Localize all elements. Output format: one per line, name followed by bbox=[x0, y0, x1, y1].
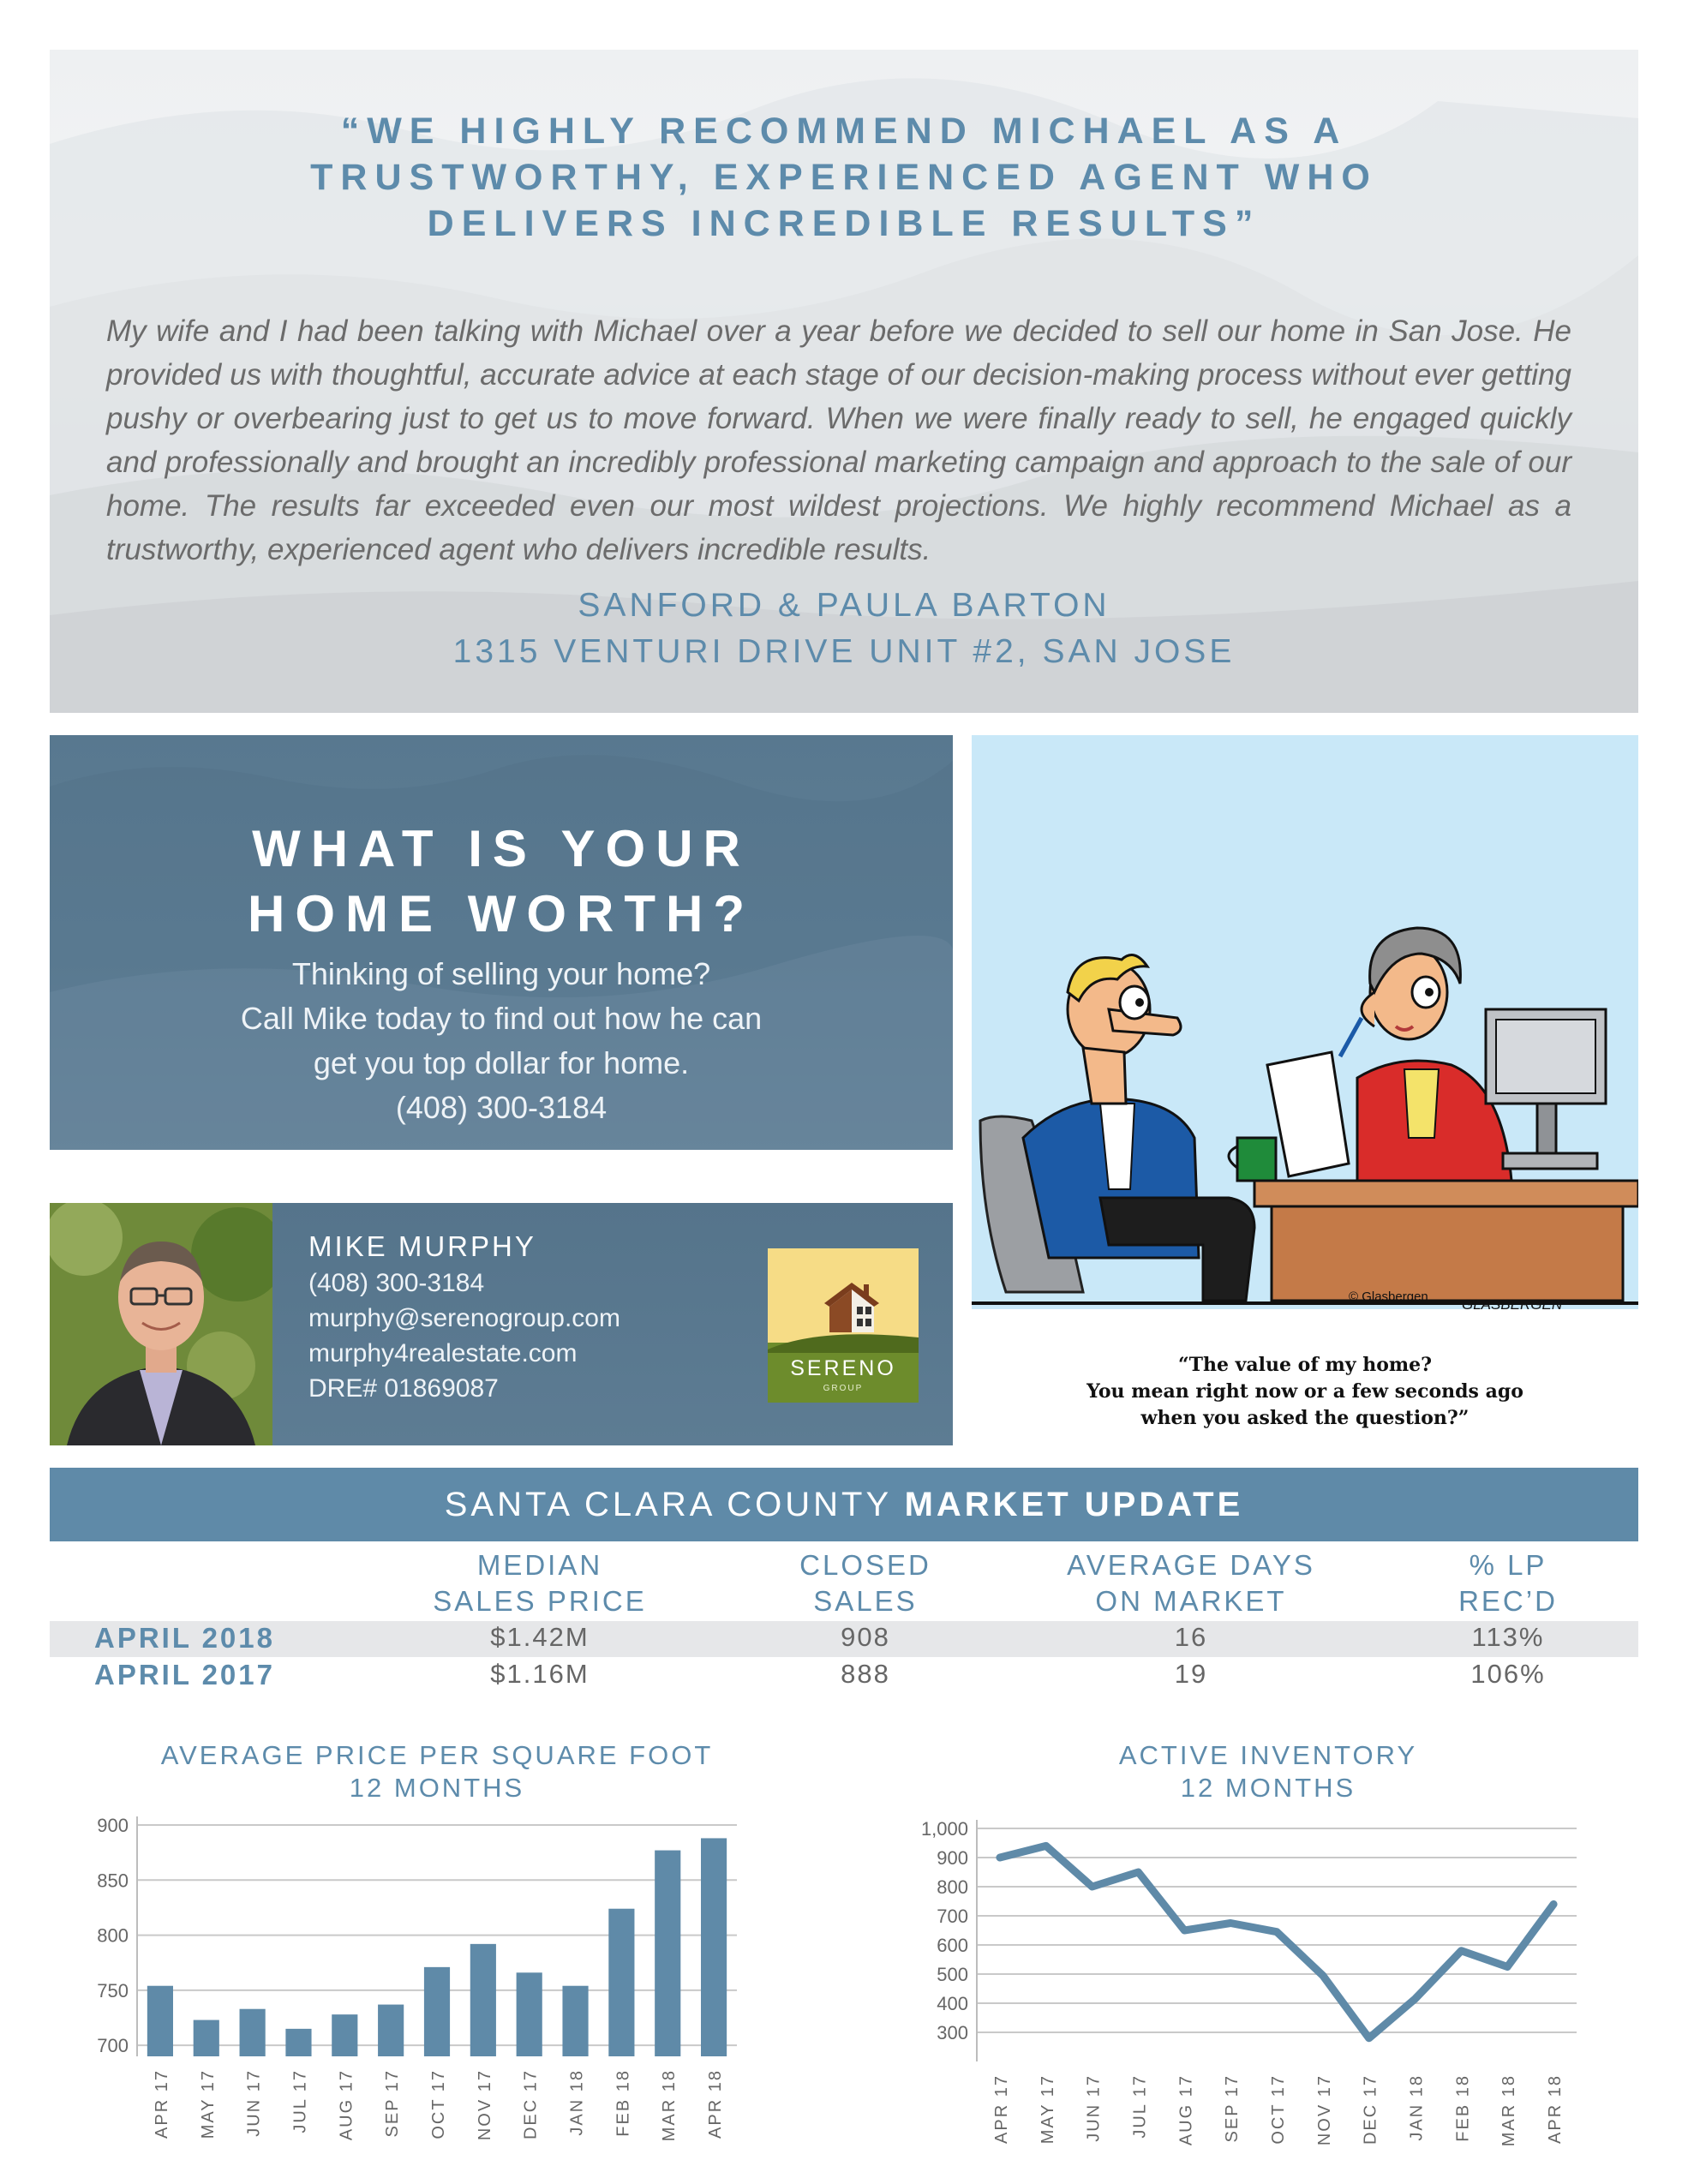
column-header-closed-sales bbox=[745, 1547, 985, 1619]
y-tick-label: 500 bbox=[937, 1964, 968, 1985]
cartoon-signature: GLASBERGEN bbox=[1462, 1296, 1563, 1309]
active-inventory-chart bbox=[908, 1799, 1594, 2176]
inventory-chart-title bbox=[985, 1739, 1551, 1804]
worth-text-line: get you top dollar for home. bbox=[313, 1045, 690, 1080]
price-per-sqft-chart bbox=[69, 1799, 754, 2176]
data-point bbox=[1091, 1885, 1094, 1888]
x-tick-label: APR 18 bbox=[1546, 2074, 1565, 2144]
quote-heading-line: DELIVERS INCREDIBLE RESULTS” bbox=[427, 203, 1261, 244]
data-point bbox=[1414, 1997, 1417, 2001]
column-header-line: % LP bbox=[1469, 1549, 1547, 1581]
data-point bbox=[1045, 1844, 1048, 1847]
x-tick-label: DEC 17 bbox=[1361, 2074, 1380, 2145]
x-tick-label: JUN 17 bbox=[244, 2069, 264, 2137]
cell-closed-2018: 908 bbox=[841, 1622, 890, 1652]
y-tick-label: 900 bbox=[937, 1847, 968, 1869]
market-update-banner bbox=[50, 1468, 1638, 1541]
column-header-line: CLOSED bbox=[799, 1549, 931, 1581]
worth-title-line: HOME WORTH? bbox=[248, 885, 755, 942]
x-tick-label: FEB 18 bbox=[614, 2069, 633, 2137]
x-tick-label: DEC 17 bbox=[521, 2069, 541, 2140]
y-tick-label: 750 bbox=[97, 1979, 129, 2002]
cartoon-caption-line: “The value of my home? bbox=[1177, 1354, 1433, 1376]
column-header-line: SALES PRICE bbox=[433, 1585, 647, 1617]
data-point bbox=[1182, 1929, 1186, 1932]
x-tick-label: MAR 18 bbox=[1499, 2074, 1519, 2147]
cartoon-section bbox=[972, 735, 1638, 1446]
x-tick-label: NOV 17 bbox=[1314, 2074, 1334, 2146]
cartoon-credit: © Glasbergen bbox=[1349, 1289, 1428, 1304]
bar bbox=[378, 2005, 404, 2056]
data-point bbox=[998, 1856, 1002, 1859]
x-tick-label: AUG 17 bbox=[337, 2069, 356, 2141]
data-point bbox=[1229, 1922, 1232, 1925]
chart-title-line: ACTIVE INVENTORY bbox=[1118, 1740, 1418, 1770]
y-tick-label: 1,000 bbox=[920, 1818, 968, 1840]
price-chart-title bbox=[129, 1739, 745, 1804]
x-tick-label: OCT 17 bbox=[1269, 2074, 1288, 2145]
column-header-line: MEDIAN bbox=[476, 1549, 603, 1581]
y-tick-label: 850 bbox=[97, 1870, 129, 1892]
data-point bbox=[1136, 1870, 1140, 1874]
y-tick-label: 600 bbox=[937, 1935, 968, 1956]
cell-lp-2017: 106% bbox=[1470, 1659, 1546, 1689]
worth-text-line: Call Mike today to find out how he can bbox=[240, 1001, 763, 1036]
x-tick-label: NOV 17 bbox=[475, 2069, 494, 2141]
agent-info bbox=[308, 1229, 620, 1406]
bar bbox=[424, 1967, 450, 2056]
bar bbox=[655, 1851, 680, 2056]
sereno-logo-text: SERENO bbox=[790, 1356, 896, 1380]
quote-heading-line: TRUSTWORTHY, EXPERIENCED AGENT WHO bbox=[310, 157, 1378, 198]
home-worth-panel bbox=[50, 735, 953, 1150]
column-header-days-on-market bbox=[1041, 1547, 1341, 1619]
row-label-april-2017: APRIL 2017 bbox=[94, 1659, 275, 1690]
cartoon-caption bbox=[972, 1352, 1638, 1432]
cartoon-caption-line: You mean right now or a few seconds ago bbox=[1086, 1380, 1523, 1403]
data-point bbox=[1459, 1949, 1463, 1953]
market-title-light: SANTA CLARA COUNTY bbox=[444, 1486, 892, 1523]
x-tick-label: JUL 17 bbox=[290, 2069, 310, 2133]
quote-author-block bbox=[50, 583, 1638, 675]
agent-phone[interactable]: (408) 300-3184 bbox=[308, 1269, 485, 1297]
bar bbox=[701, 1838, 727, 2056]
agent-photo bbox=[50, 1203, 272, 1445]
market-title-bold: MARKET UPDATE bbox=[904, 1486, 1244, 1523]
x-tick-label: APR 18 bbox=[706, 2069, 726, 2139]
series-line bbox=[1000, 1846, 1553, 2037]
data-point bbox=[1552, 1902, 1555, 1906]
worth-phone[interactable]: (408) 300-3184 bbox=[395, 1090, 608, 1125]
cartoon-caption-line: when you asked the question?” bbox=[1140, 1407, 1470, 1429]
quote-author: SANFORD & PAULA BARTON bbox=[578, 587, 1110, 624]
agent-website[interactable]: murphy4realestate.com bbox=[308, 1339, 578, 1367]
cell-dom-2018: 16 bbox=[1174, 1622, 1208, 1652]
worth-title-line: WHAT IS YOUR bbox=[252, 820, 751, 877]
agent-card bbox=[50, 1203, 953, 1445]
column-header-line: REC’D bbox=[1458, 1585, 1558, 1617]
bar bbox=[194, 2020, 219, 2056]
bar bbox=[562, 1986, 588, 2056]
chart-title-line: AVERAGE PRICE PER SQUARE FOOT bbox=[160, 1740, 714, 1770]
y-tick-label: 900 bbox=[97, 1815, 129, 1836]
cartoon-illustration bbox=[972, 735, 1638, 1309]
x-tick-label: FEB 18 bbox=[1453, 2074, 1473, 2142]
column-header-line: ON MARKET bbox=[1095, 1585, 1287, 1617]
sereno-house-icon bbox=[768, 1248, 919, 1403]
cell-lp-2018: 113% bbox=[1471, 1622, 1545, 1652]
column-header-median-price bbox=[407, 1547, 673, 1619]
x-tick-label: APR 17 bbox=[152, 2069, 171, 2139]
data-point bbox=[1321, 1974, 1325, 1978]
x-tick-label: SEP 17 bbox=[1223, 2074, 1242, 2143]
x-tick-label: AUG 17 bbox=[1176, 2074, 1196, 2146]
worth-title bbox=[50, 817, 953, 947]
agent-email[interactable]: murphy@serenogroup.com bbox=[308, 1304, 620, 1332]
data-point bbox=[1505, 1966, 1509, 1969]
worth-text bbox=[50, 952, 953, 1130]
y-tick-label: 700 bbox=[937, 1906, 968, 1927]
bar bbox=[332, 2014, 357, 2056]
cell-closed-2017: 888 bbox=[841, 1659, 890, 1689]
bar bbox=[608, 1909, 634, 2056]
bar bbox=[147, 1986, 173, 2056]
x-tick-label: APR 17 bbox=[991, 2074, 1011, 2144]
y-tick-label: 800 bbox=[97, 1924, 129, 1947]
sereno-logo bbox=[768, 1248, 919, 1403]
y-tick-label: 700 bbox=[97, 2035, 129, 2057]
x-tick-label: JAN 18 bbox=[1407, 2074, 1427, 2141]
bar bbox=[470, 1944, 496, 2056]
agent-portrait-image bbox=[50, 1203, 272, 1445]
testimonial-section bbox=[50, 50, 1638, 713]
worth-text-line: Thinking of selling your home? bbox=[291, 956, 711, 991]
x-tick-label: SEP 17 bbox=[383, 2069, 403, 2138]
chart-title-line: 12 MONTHS bbox=[1180, 1773, 1356, 1803]
y-tick-label: 300 bbox=[937, 2022, 968, 2043]
cell-median-2018: $1.42M bbox=[490, 1622, 590, 1652]
x-tick-label: JUN 17 bbox=[1084, 2074, 1104, 2142]
agent-name: MIKE MURPHY bbox=[308, 1230, 536, 1262]
quote-address: 1315 VENTURI DRIVE UNIT #2, SAN JOSE bbox=[452, 633, 1236, 670]
cell-dom-2017: 19 bbox=[1174, 1659, 1208, 1689]
quote-heading bbox=[50, 108, 1638, 247]
y-tick-label: 400 bbox=[937, 1993, 968, 2014]
column-header-line: SALES bbox=[813, 1585, 918, 1617]
bar bbox=[240, 2009, 266, 2056]
bar bbox=[285, 2029, 311, 2056]
data-point bbox=[1368, 2037, 1371, 2040]
x-tick-label: MAY 17 bbox=[1038, 2074, 1057, 2145]
bar bbox=[517, 1972, 542, 2056]
x-tick-label: JAN 18 bbox=[567, 2069, 587, 2136]
x-tick-label: JUL 17 bbox=[1130, 2074, 1150, 2139]
column-header-lp-received bbox=[1414, 1547, 1602, 1619]
quote-body: My wife and I had been talking with Michael over a year before we decided to sell our home in San Jose. He provided us with thoughtful, accurate advice at each stage of our decision-making process without ever getting pushy or overbearing just to get us to move forward. When we were finally ready to sell, he engaged quickly and professionally and brought an incredibly professional marketing campaign and approach to the sale of our home. The results far exceeded even our most wildest projections. We highly recommend Michael as a trustworthy, experienced agent who delivers incredible results. bbox=[106, 314, 1571, 566]
agent-license: DRE# 01869087 bbox=[308, 1374, 499, 1403]
x-tick-label: MAY 17 bbox=[198, 2069, 218, 2139]
data-point bbox=[1275, 1930, 1278, 1934]
column-header-line: AVERAGE DAYS bbox=[1067, 1549, 1315, 1581]
cell-median-2017: $1.16M bbox=[490, 1659, 590, 1689]
x-tick-label: MAR 18 bbox=[660, 2069, 679, 2142]
chart-title-line: 12 MONTHS bbox=[349, 1773, 525, 1803]
y-tick-label: 800 bbox=[937, 1876, 968, 1898]
x-tick-label: OCT 17 bbox=[429, 2069, 448, 2139]
quote-heading-line: “WE HIGHLY RECOMMEND MICHAEL AS A bbox=[340, 111, 1348, 152]
sereno-logo-subtext: GROUP bbox=[823, 1384, 864, 1393]
row-label-april-2018: APRIL 2018 bbox=[94, 1622, 275, 1654]
